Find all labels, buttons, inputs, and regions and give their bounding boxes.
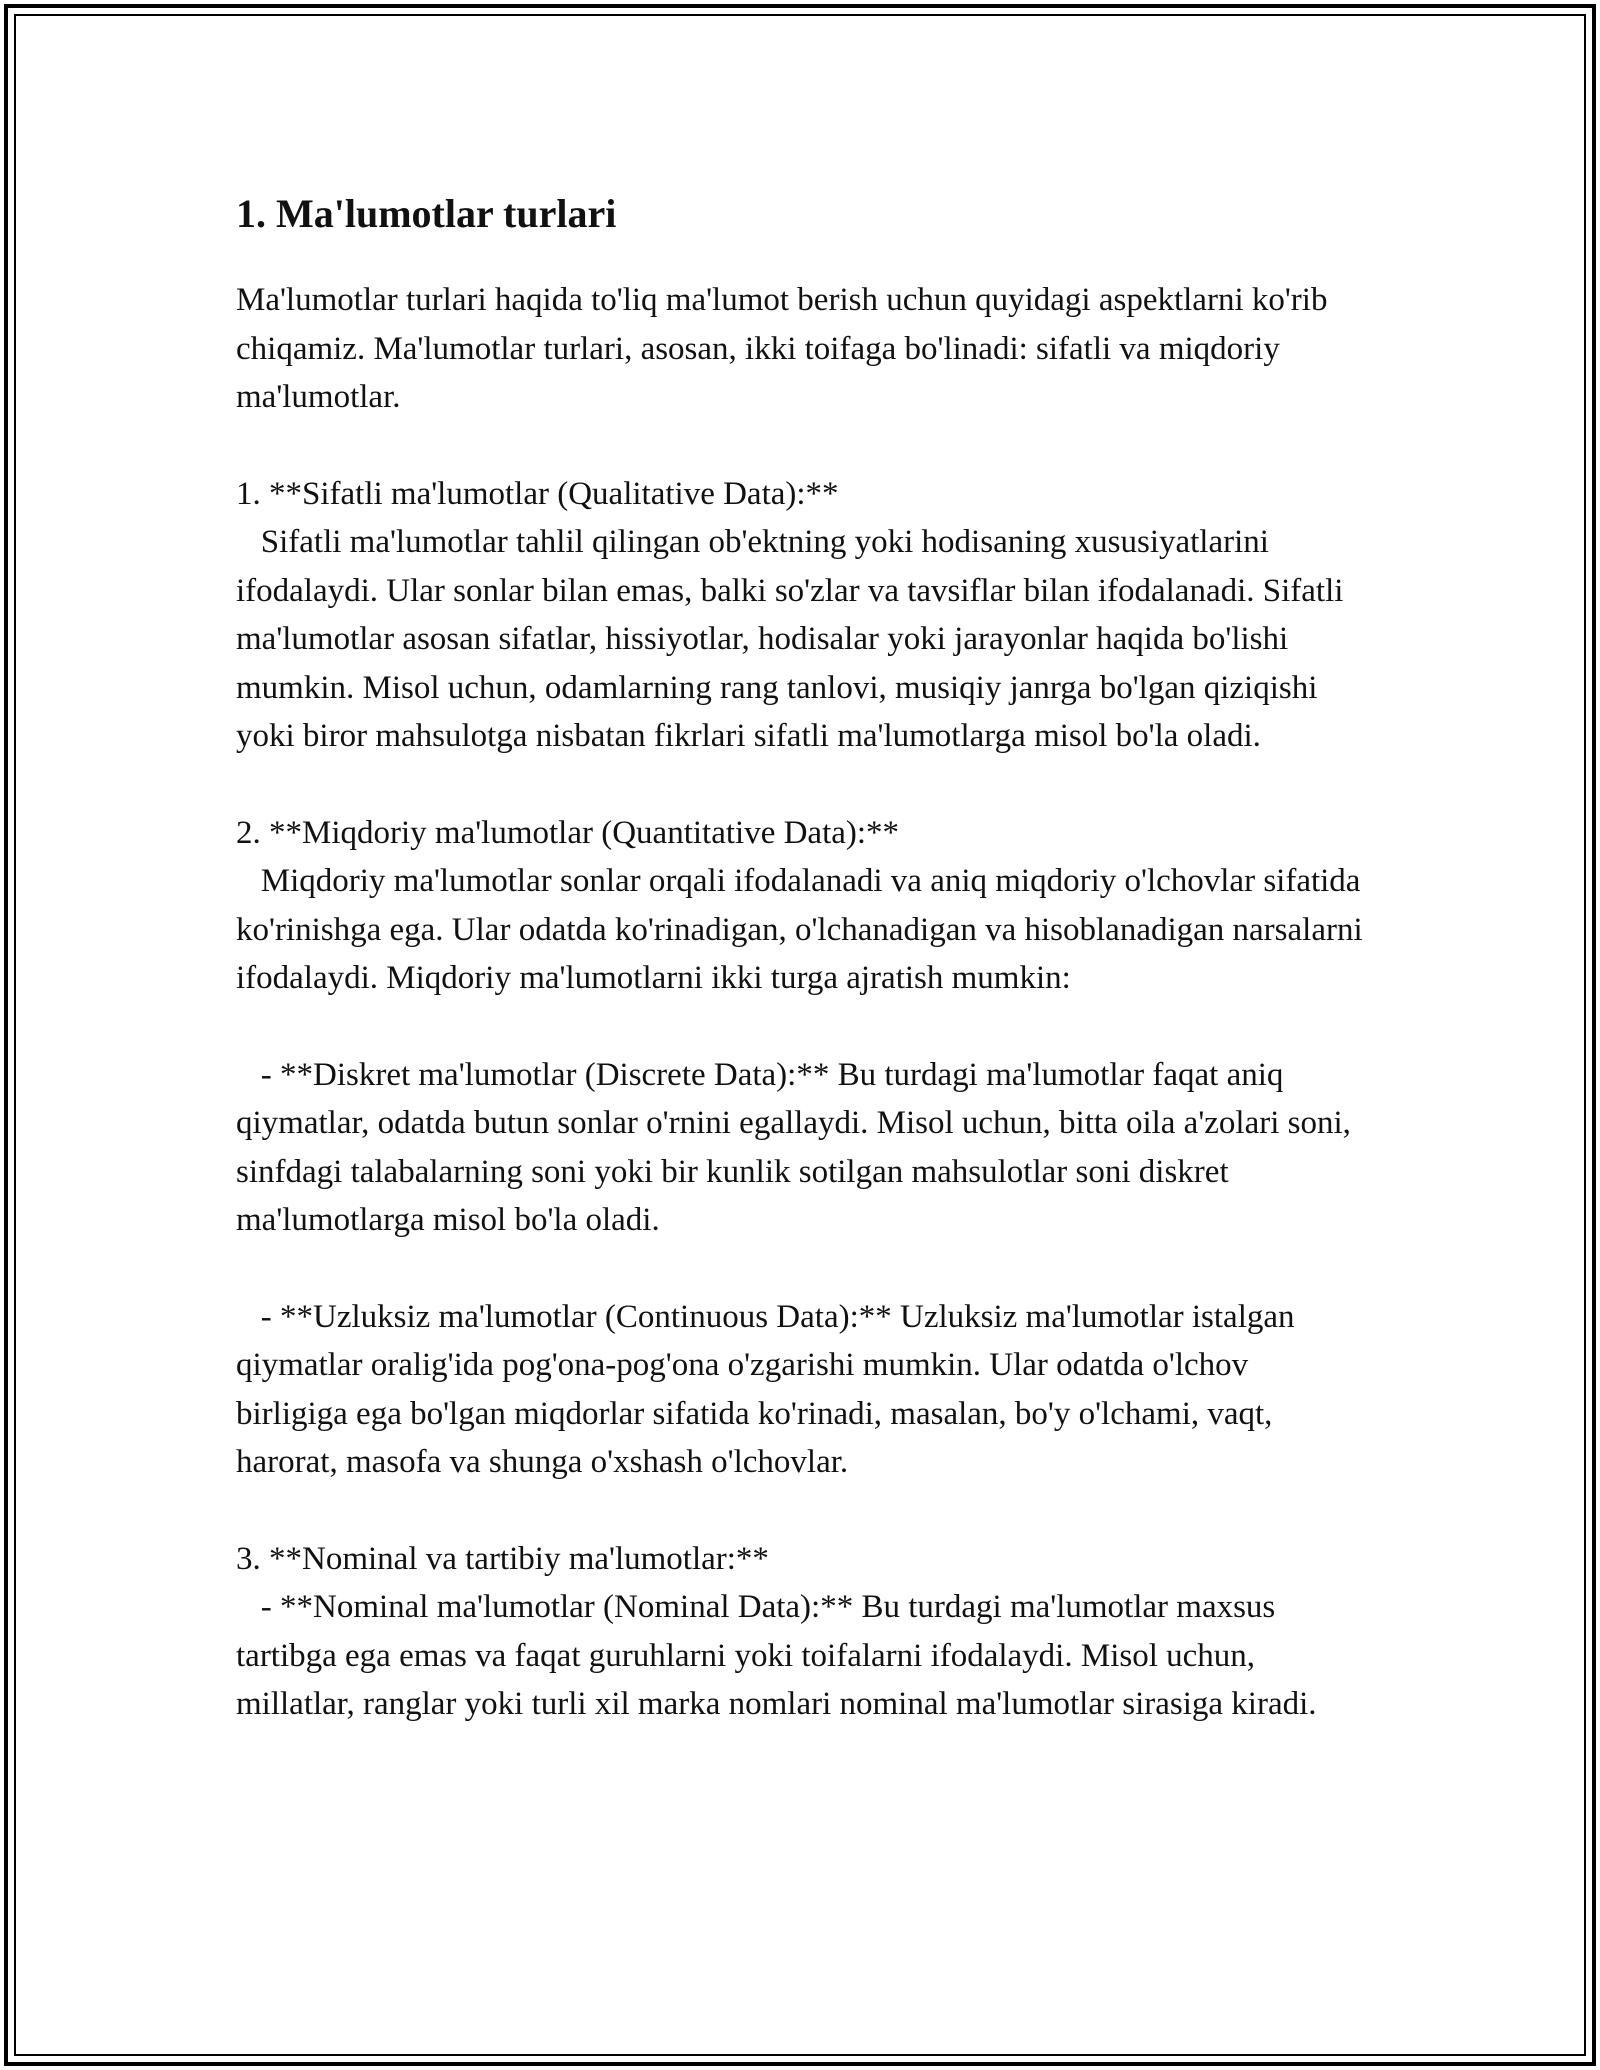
continuous-data-item: - **Uzluksiz ma'lumotlar (Continuous Data):** Uzluksiz ma'lumotlar istalgan qiymatlar oralig'ida pog'ona-pog'ona o'zgarishi mumkin. Ular odatda o'lchov birligiga ega bo'lgan miqdorlar sifatida ko'rinadi, masalan, bo'y o'lchami, vaqt, harorat, masofa va shunga o'xshash o'lchovlar. [236, 1298, 1303, 1480]
paragraph-gap [236, 761, 1366, 809]
intro-paragraph: Ma'lumotlar turlari haqida to'liq ma'lumot berish uchun quyidagi aspektlarni ko'rib chiqamiz. Ma'lumotlar turlari, asosan, ikki toifaga bo'linadi: sifatli va miqdoriy ma'lumotlar. [236, 282, 1336, 415]
document-body [236, 186, 1366, 1729]
paragraph-gap [236, 1487, 1366, 1535]
paragraph-gap [236, 422, 1366, 470]
quantitative-data-section: 2. **Miqdoriy ma'lumotlar (Quantitative Data):** Miqdoriy ma'lumotlar sonlar orqali ifodalanadi va aniq miqdoriy o'lchovlar sifatida ko'rinishga ega. Ular odatda ko'rinadigan, o'lchanadigan va hisoblanadigan narsalarni ifodalaydi. Miqdoriy ma'lumotlarni ikki turga ajratish mumkin: [236, 814, 1363, 996]
qualitative-data-section: 1. **Sifatli ma'lumotlar (Qualitative Data):** Sifatli ma'lumotlar tahlil qilingan ob'ektning yoki hodisaning xususiyatlarini ifodalaydi. Ular sonlar bilan emas, balki so'zlar va tavsiflar bilan ifodalanadi. Sifatli ma'lumotlar asosan sifatlar, hissiyotlar, hodisalar yoki jarayonlar haqida bo'lishi mumkin. Misol uchun, odamlarning rang tanlovi, musiqiy janrga bo'lgan qiziqishi yoki biror mahsulotga nisbatan fikrlari sifatli ma'lumotlarga misol bo'la oladi. [236, 475, 1344, 754]
nominal-ordinal-section: 3. **Nominal va tartibiy ma'lumotlar:** - **Nominal ma'lumotlar (Nominal Data):** Bu turdagi ma'lumotlar maxsus tartibga ega emas va faqat guruhlarni yoki toifalarni ifodalaydi. Misol uchun, millatlar, ranglar yoki turli xil marka nomlari nominal ma'lumotlar sirasiga kiradi. [236, 1540, 1317, 1722]
paragraph-gap [236, 1245, 1366, 1293]
section-heading: 1. Ma'lumotlar turlari [236, 191, 617, 236]
discrete-data-item: - **Diskret ma'lumotlar (Discrete Data):** Bu turdagi ma'lumotlar faqat aniq qiymatlar, odatda butun sonlar o'rnini egallaydi. Misol uchun, bitta oila a'zolari soni, sinfdagi talabalarning soni yoki bir kunlik sotilgan mahsulotlar soni diskret ma'lumotlarga misol bo'la oladi. [236, 1056, 1360, 1238]
paragraph-gap [236, 1003, 1366, 1051]
